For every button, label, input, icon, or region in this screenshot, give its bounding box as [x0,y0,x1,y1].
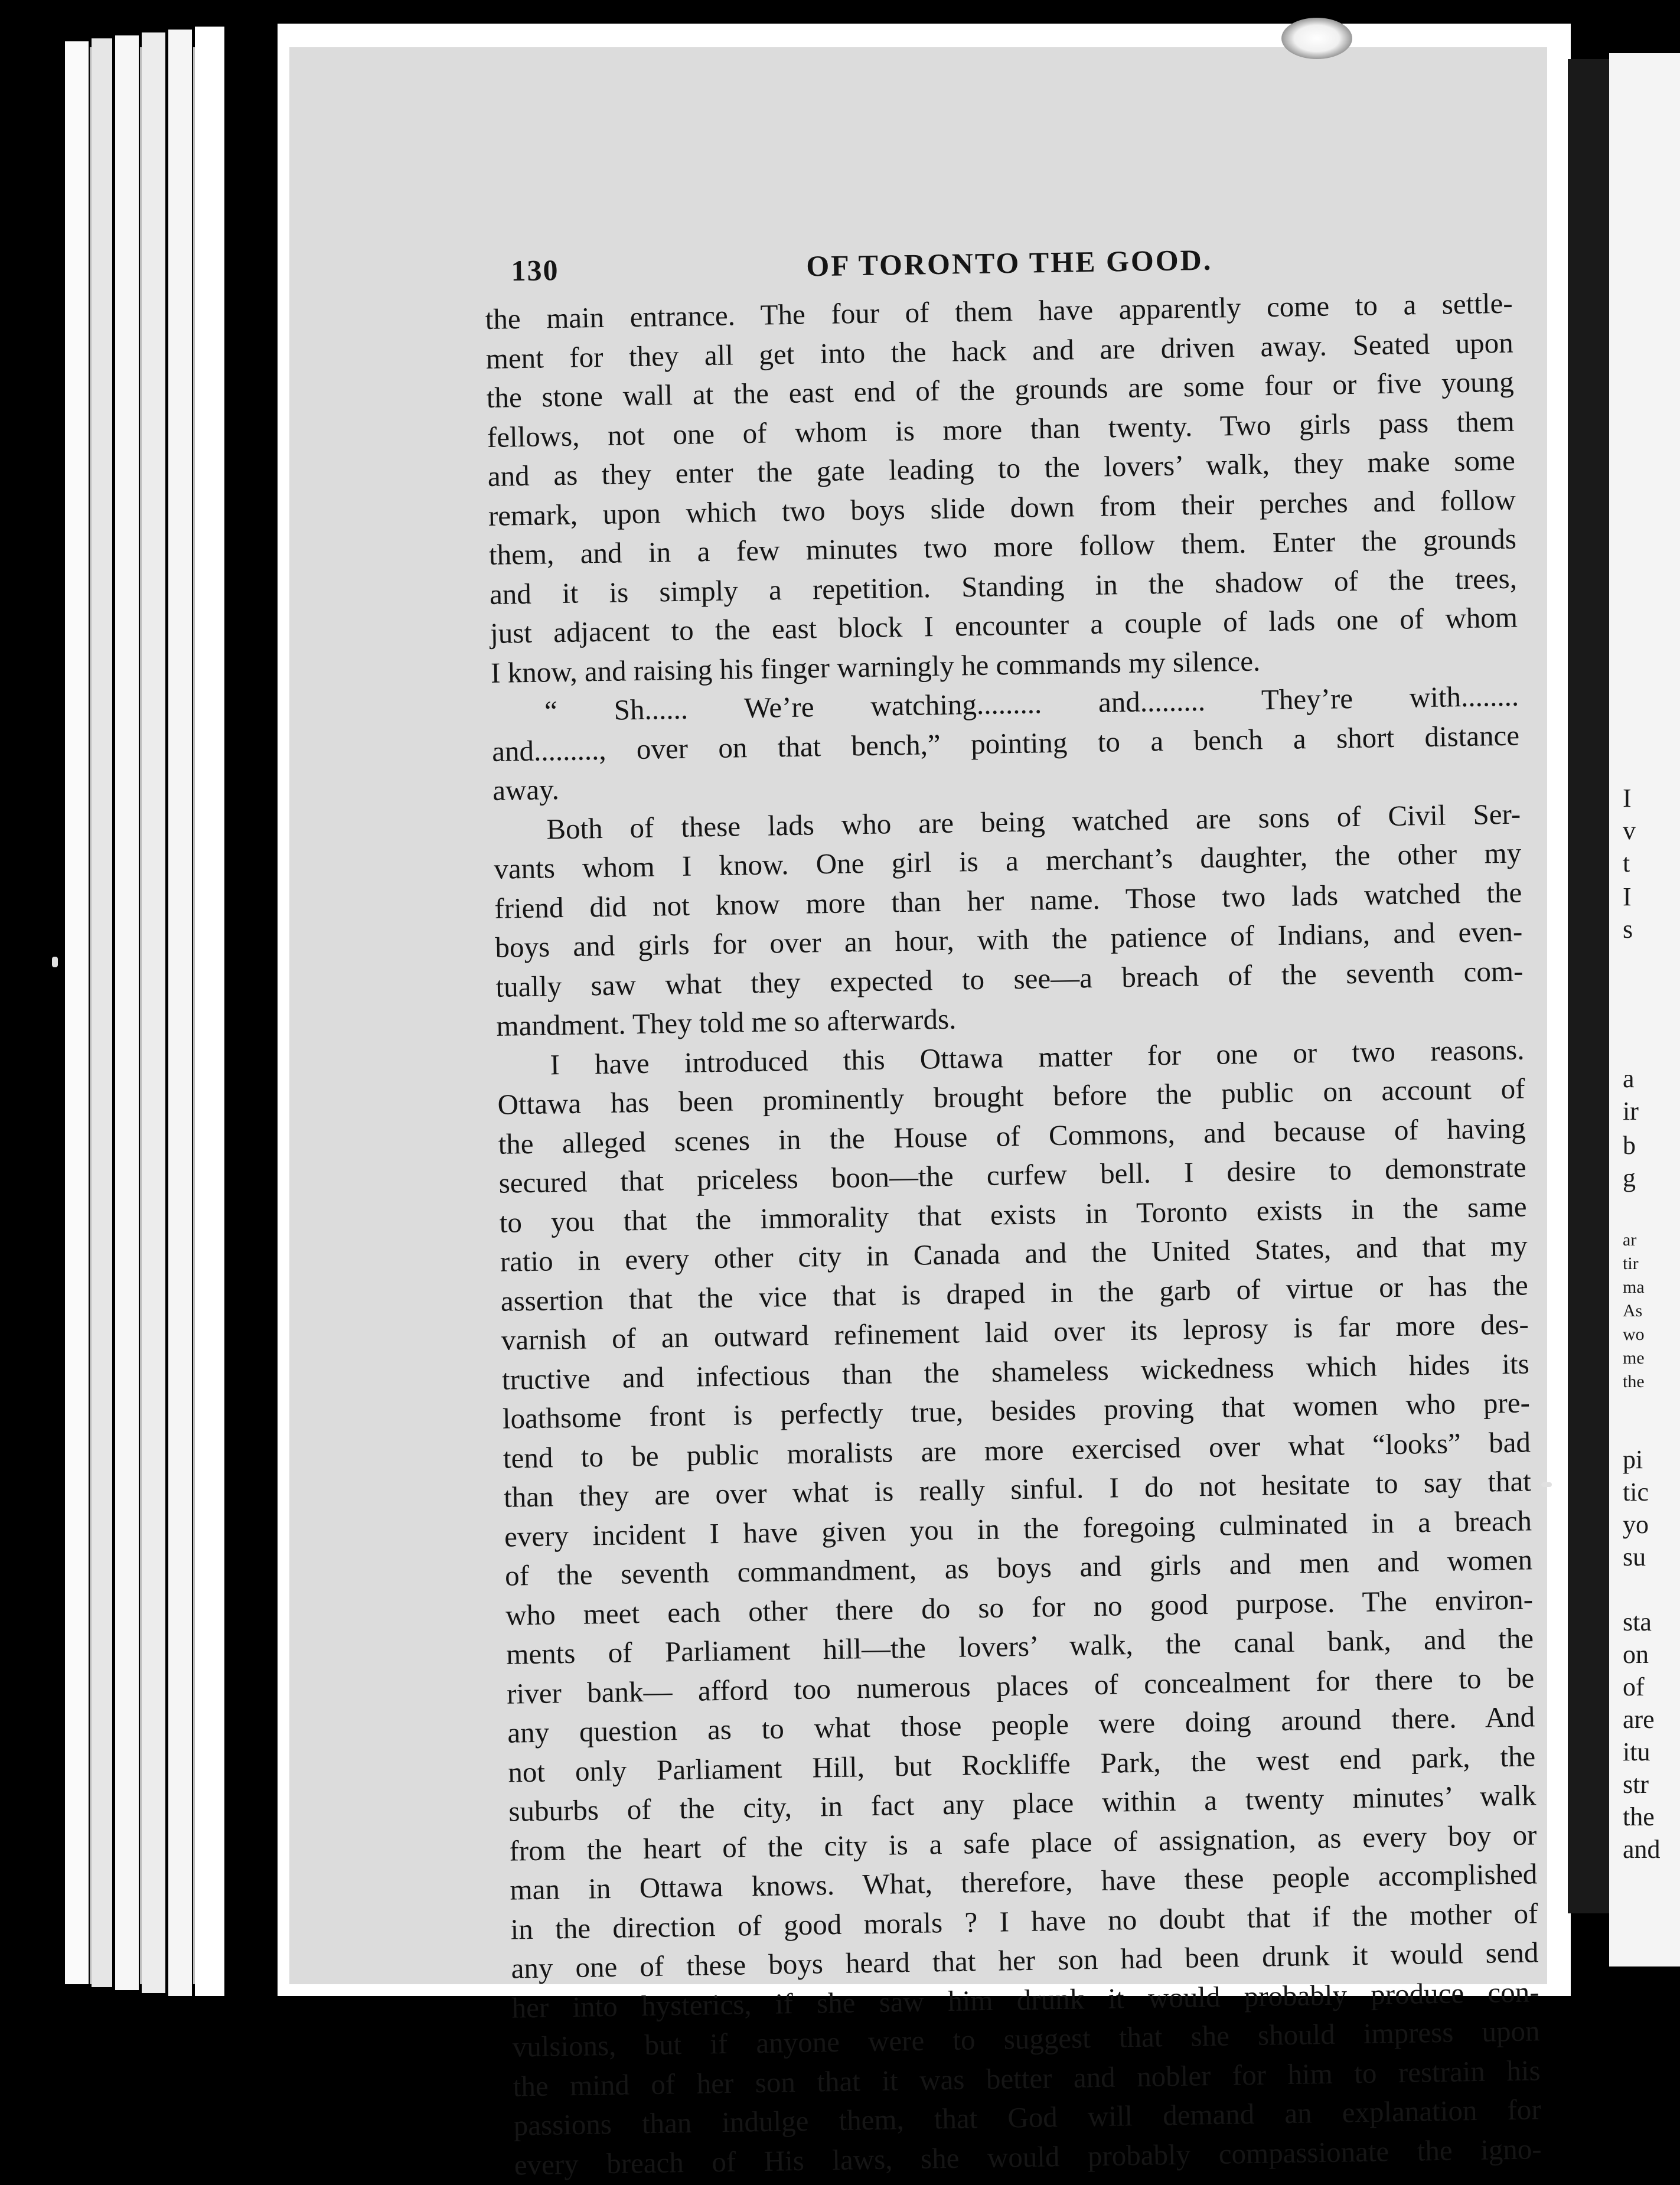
facing-page-fragment: b [1623,1131,1636,1160]
page-edge [92,38,112,1987]
page-number: 130 [511,253,559,288]
paper-blot [1281,18,1352,59]
text-line: vulsions, but if anyone were to suggest that she should impress upon [512,2014,1540,2063]
facing-page-fragment: g [1623,1163,1636,1192]
text-line: and as they enter the gate leading to the lovers’ walk, they make some [487,443,1516,493]
facing-page-fragment: ir [1623,1097,1639,1126]
text-line: fellows, not one of whom is more than twenty. Two girls pass them [487,405,1515,454]
text-line: away. [492,773,560,807]
text-line: the alleged scenes in the House of Commons, and because of having [498,1111,1526,1160]
text-line: every incident I have given you in the foregoing culminated in a breach [504,1504,1532,1553]
text-line: varnish of an outward refinement laid over its leprosy is far more des- [501,1307,1529,1356]
text-line: I have introduced this Ottawa matter for one or two reasons. [550,1033,1525,1081]
text-line: mandment. They told me so afterwards. [496,1002,957,1042]
facing-page-fragment: ma [1623,1277,1645,1297]
text-line: and........., over on that bench,” pointing to a bench a short distance [491,719,1520,768]
facing-page-fragment: As [1623,1301,1643,1320]
text-line: the main entrance. The four of them have apparently come to a settle- [485,286,1513,335]
facing-page-fragment: the [1623,1372,1645,1391]
page-edge-line [193,47,195,1984]
text-line: man in Ottawa knows. What, therefore, have these people accomplished [510,1857,1538,1906]
page-edges [65,24,313,1996]
page-edge [195,27,224,1996]
text-line: tually saw what they expected to see—a breach of the seventh com- [495,954,1524,1003]
text-line: the stone wall at the east end of the grounds are some four or five young [486,365,1515,414]
facing-page-fragment: on [1623,1640,1649,1669]
text-line: every breach of His laws, she would probably compassionate the igno- [514,2132,1542,2181]
text-line: boys and girls for over an hour, with the patience of Indians, and even- [495,915,1523,964]
facing-page-edge [1609,53,1680,1966]
text-line: remark, upon which two boys slide down from their perches and follow [488,483,1516,532]
page-text-block [484,238,1542,2185]
facing-page-fragment: tir [1623,1254,1639,1273]
page-edge [168,30,192,1996]
text-line: from the heart of the city is a safe place of assignation, as every boy or [509,1818,1537,1867]
facing-page-fragment: sta [1623,1607,1652,1636]
text-line: tend to be public moralists are more exercised over what “looks” bad [503,1425,1531,1475]
text-line: than they are over what is really sinful. I do not hesitate to say that [503,1465,1532,1514]
facing-page-fragment: tic [1623,1478,1649,1506]
facing-page-fragment: str [1623,1770,1649,1799]
facing-page-fragment: of [1623,1672,1645,1701]
body-text [485,284,1542,2185]
text-line: river bank— afford too numerous places of concealment for there to be [506,1661,1535,1710]
running-head: OF TORONTO THE GOOD. [805,243,1213,283]
text-line: just adjacent to the east block I encounter a couple of lads one of whom [490,601,1518,650]
text-line: ment for they all get into the hack and are driven away. Seated upon [485,326,1513,375]
facing-page-fragment: me [1623,1348,1645,1368]
text-line: passions than indulge them, that God will demand an explanation for [513,2093,1542,2142]
page-edge [142,32,165,1993]
facing-page-fragment: v [1623,816,1636,845]
page-edge [115,35,139,1990]
text-line: any question as to what those people were doing around there. And [507,1700,1535,1749]
text-line: secured that priceless boon—the curfew bell. I desire to demonstrate [498,1150,1526,1199]
gutter-shadow [1568,59,1609,1913]
page-edge-line [140,47,142,1984]
text-line: in the direction of good morals ? I have no doubt that if the mother of [510,1896,1538,1946]
facing-page-fragment: the [1623,1802,1655,1831]
speck [52,957,58,967]
text-line: any one of these boys heard that her son had been drunk it would send [511,1936,1539,1985]
text-line: the mind of her son that it was better and nobler for him to restrain his [513,2053,1541,2103]
text-line: of the seventh commandment, as boys and girls and men and women [504,1543,1533,1592]
text-line: who meet each other there do so for no good purpose. The environ- [505,1582,1534,1632]
text-line: I know, and raising his finger warningly he commands my silence. [490,644,1261,689]
facing-page-fragment: su [1623,1542,1646,1571]
text-line: tructive and infectious than the shameless wickedness which hides its [501,1346,1530,1396]
text-line: Ottawa has been prominently brought before the public on account of [497,1072,1525,1121]
facing-page-fragment: are [1623,1705,1655,1734]
page-edge [65,41,89,1984]
text-line: “ Sh...... We’re watching......... and......... They’re with........ [544,679,1519,728]
facing-page-fragment: s [1623,915,1633,944]
facing-page-fragment: t [1623,849,1630,878]
text-line: loathsome front is perfectly true, besides proving that women who pre- [502,1386,1531,1435]
page-edge-line [90,47,92,1984]
text-line: them, and in a few minutes two more follow them. Enter the grounds [488,522,1517,571]
text-line: assertion that the vice that is draped in the garb of virtue or has the [500,1268,1529,1317]
facing-page-fragment: itu [1623,1737,1650,1766]
text-line: her into hysterics, if she saw him drunk it would probably produce con- [511,1975,1539,2024]
speck [1541,1482,1552,1487]
text-line: not only Parliament Hill, but Rockliffe Park, the west end park, the [507,1739,1536,1789]
text-line: to you that the immorality that exists in Toronto exists in the same [499,1189,1527,1239]
facing-page-fragment: a [1623,1064,1635,1093]
facing-page-fragment: ar [1623,1230,1637,1250]
facing-page-fragment: yo [1623,1510,1649,1539]
facing-page-fragment: and [1623,1835,1661,1864]
facing-page-fragment: I [1623,882,1632,911]
text-line: and it is simply a repetition. Standing in the shadow of the trees, [489,562,1518,611]
text-line: suburbs of the city, in fact any place within a twenty minutes’ walk [508,1779,1537,1828]
text-line: friend did not know more than her name. Those two lads watched the [494,876,1522,925]
text-line: ratio in every other city in Canada and the United States, and that my [500,1229,1528,1278]
facing-page-fragment: wo [1623,1325,1645,1344]
facing-page-fragment: pi [1623,1445,1643,1474]
text-line: ments of Parliament hill—the lovers’ walk, the canal bank, and the [505,1622,1534,1671]
facing-page-fragment: I [1623,784,1632,813]
text-line: vants whom I know. One girl is a merchant’s daughter, the other my [493,836,1522,885]
text-line: Both of these lads who are being watched are sons of Civil Ser- [546,797,1521,845]
